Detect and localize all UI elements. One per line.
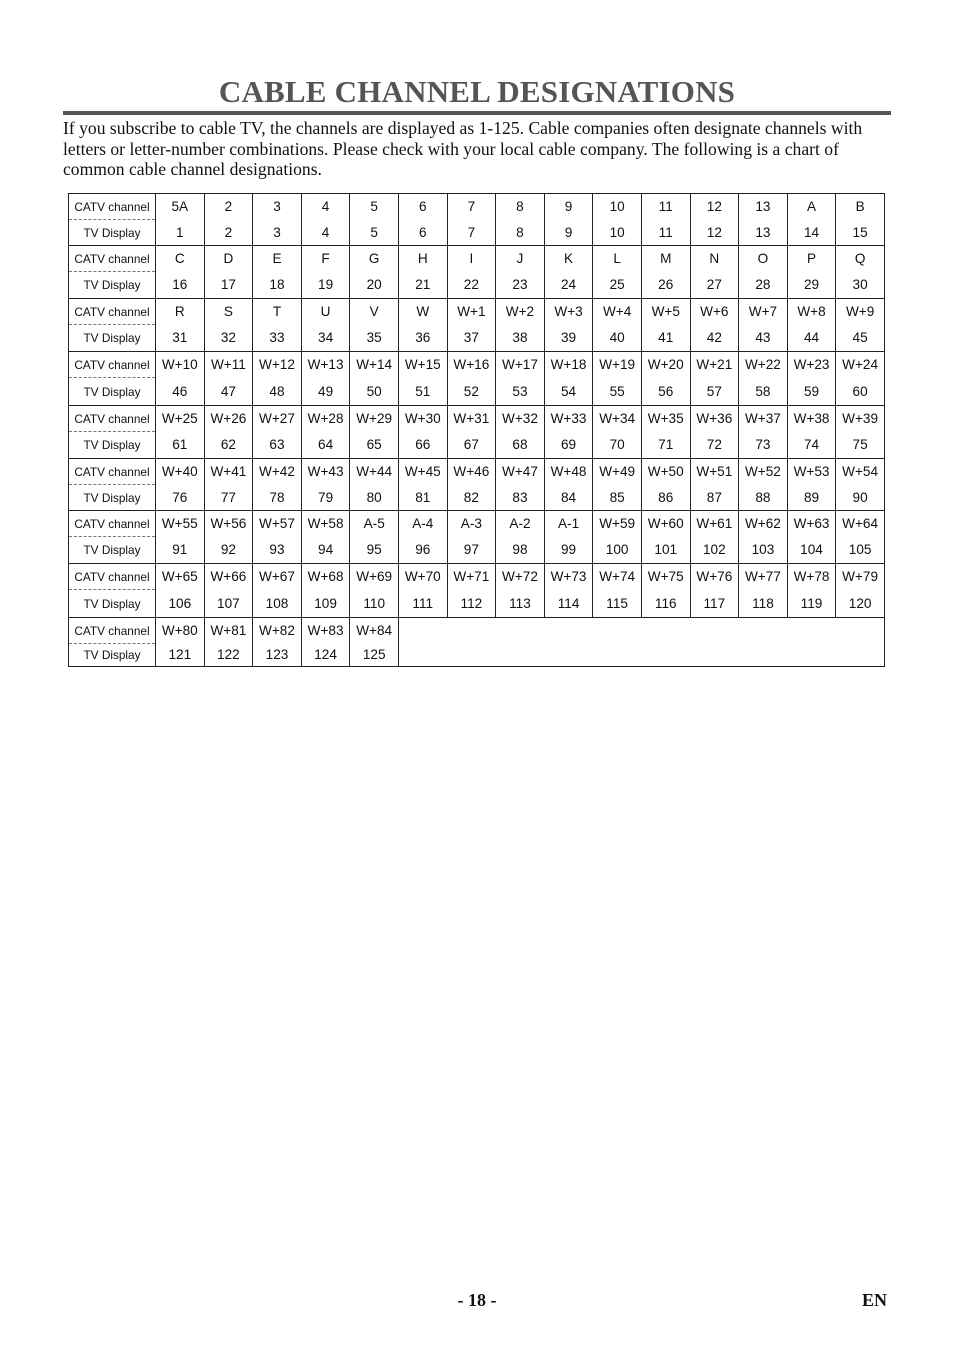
tv-display-cell: 37: [447, 325, 496, 352]
catv-channel-cell: W+16: [447, 352, 496, 378]
tv-display-cell: 50: [350, 378, 399, 406]
catv-channel-cell: W+48: [544, 459, 593, 485]
tv-display-cell: 3: [253, 220, 302, 246]
catv-channel-cell: P: [787, 246, 836, 272]
tv-display-cell: 20: [350, 272, 399, 299]
tv-display-cell: 59: [787, 378, 836, 406]
catv-channel-cell: W+59: [593, 511, 642, 537]
tv-display-cell: 57: [690, 378, 739, 406]
catv-channel-cell: W+19: [593, 352, 642, 378]
catv-channel-cell: W+33: [544, 406, 593, 432]
catv-channel-cell: W+53: [787, 459, 836, 485]
catv-channel-cell: W+10: [156, 352, 205, 378]
cable-channel-table: [68, 193, 885, 667]
tv-display-cell: 22: [447, 272, 496, 299]
catv-channel-cell: W+7: [739, 299, 788, 325]
tv-display-cell: 15: [836, 220, 885, 246]
tv-display-cell: 4: [301, 220, 350, 246]
catv-channel-cell: A: [787, 194, 836, 220]
catv-channel-cell: J: [496, 246, 545, 272]
tv-display-cell: 38: [496, 325, 545, 352]
tv-display-cell: 23: [496, 272, 545, 299]
catv-channel-cell: W+43: [301, 459, 350, 485]
tv-display-cell: 9: [544, 220, 593, 246]
catv-channel-row: [69, 618, 885, 644]
page-number: - 18 -: [457, 1290, 497, 1310]
tv-display-cell: 108: [253, 590, 302, 618]
catv-channel-cell: W+21: [690, 352, 739, 378]
tv-display-cell: 48: [253, 378, 302, 406]
tv-display-row: [69, 537, 885, 564]
tv-display-cell: 41: [641, 325, 690, 352]
catv-channel-cell: 10: [593, 194, 642, 220]
tv-display-row: [69, 590, 885, 618]
tv-display-cell: 2: [204, 220, 253, 246]
tv-display-cell: 29: [787, 272, 836, 299]
tv-display-cell: 30: [836, 272, 885, 299]
tv-display-cell: 66: [398, 432, 447, 459]
tv-display-cell: 84: [544, 485, 593, 511]
tv-display-cell: 25: [593, 272, 642, 299]
catv-channel-cell: W+18: [544, 352, 593, 378]
catv-channel-cell: W+57: [253, 511, 302, 537]
tv-display-cell: 11: [641, 220, 690, 246]
catv-channel-cell: C: [156, 246, 205, 272]
catv-channel-cell: W+79: [836, 564, 885, 590]
catv-channel-cell: Q: [836, 246, 885, 272]
catv-channel-cell: W+8: [787, 299, 836, 325]
tv-display-cell: 97: [447, 537, 496, 564]
tv-display-cell: 83: [496, 485, 545, 511]
catv-channel-cell: O: [739, 246, 788, 272]
tv-display-cell: 8: [496, 220, 545, 246]
catv-channel-cell: W+84: [350, 618, 399, 644]
tv-display-cell: 43: [739, 325, 788, 352]
catv-channel-cell: A-3: [447, 511, 496, 537]
catv-channel-cell: F: [301, 246, 350, 272]
catv-channel-cell: W+37: [739, 406, 788, 432]
tv-display-label: TV Display: [69, 220, 156, 246]
tv-display-cell: 114: [544, 590, 593, 618]
catv-channel-cell: W+56: [204, 511, 253, 537]
tv-display-cell: 16: [156, 272, 205, 299]
catv-channel-cell: W+58: [301, 511, 350, 537]
catv-channel-cell: W+34: [593, 406, 642, 432]
tv-display-cell: 71: [641, 432, 690, 459]
catv-channel-cell: W+38: [787, 406, 836, 432]
catv-channel-cell: W+24: [836, 352, 885, 378]
catv-channel-label: CATV channel: [69, 511, 156, 537]
catv-channel-cell: W+66: [204, 564, 253, 590]
tv-display-cell: 19: [301, 272, 350, 299]
catv-channel-cell: W+55: [156, 511, 205, 537]
tv-display-cell: 122: [204, 644, 253, 667]
catv-channel-cell: W+41: [204, 459, 253, 485]
tv-display-label: TV Display: [69, 485, 156, 511]
catv-channel-row: [69, 299, 885, 325]
tv-display-cell: 98: [496, 537, 545, 564]
catv-channel-row: [69, 194, 885, 220]
catv-channel-cell: W+17: [496, 352, 545, 378]
tv-display-cell: 62: [204, 432, 253, 459]
catv-channel-cell: 3: [253, 194, 302, 220]
catv-channel-cell: W+78: [787, 564, 836, 590]
catv-channel-cell: B: [836, 194, 885, 220]
catv-channel-row: [69, 459, 885, 485]
tv-display-cell: 74: [787, 432, 836, 459]
catv-channel-cell: R: [156, 299, 205, 325]
catv-channel-cell: W+49: [593, 459, 642, 485]
catv-channel-cell: W+28: [301, 406, 350, 432]
tv-display-cell: 21: [398, 272, 447, 299]
catv-channel-cell: 5: [350, 194, 399, 220]
tv-display-cell: 95: [350, 537, 399, 564]
catv-channel-cell: W+63: [787, 511, 836, 537]
catv-channel-cell: W+1: [447, 299, 496, 325]
catv-channel-cell: 6: [398, 194, 447, 220]
tv-display-cell: 120: [836, 590, 885, 618]
catv-channel-cell: W+83: [301, 618, 350, 644]
catv-channel-cell: W+51: [690, 459, 739, 485]
tv-display-cell: 68: [496, 432, 545, 459]
catv-channel-cell: 5A: [156, 194, 205, 220]
tv-display-cell: 58: [739, 378, 788, 406]
catv-channel-cell: L: [593, 246, 642, 272]
tv-display-row: [69, 220, 885, 246]
tv-display-cell: 70: [593, 432, 642, 459]
tv-display-cell: 87: [690, 485, 739, 511]
tv-display-cell: 6: [398, 220, 447, 246]
tv-display-cell: 33: [253, 325, 302, 352]
catv-channel-cell: W+68: [301, 564, 350, 590]
tv-display-cell: 109: [301, 590, 350, 618]
tv-display-cell: 65: [350, 432, 399, 459]
tv-display-cell: 5: [350, 220, 399, 246]
title-underline: [63, 111, 891, 115]
tv-display-label: TV Display: [69, 325, 156, 352]
tv-display-cell: 7: [447, 220, 496, 246]
catv-channel-row: [69, 406, 885, 432]
tv-display-cell: 79: [301, 485, 350, 511]
catv-channel-cell: W+45: [398, 459, 447, 485]
tv-display-cell: 103: [739, 537, 788, 564]
tv-display-cell: 76: [156, 485, 205, 511]
tv-display-cell: 1: [156, 220, 205, 246]
catv-channel-cell: W+82: [253, 618, 302, 644]
tv-display-row: [69, 272, 885, 299]
tv-display-label: TV Display: [69, 378, 156, 406]
catv-channel-cell: W+60: [641, 511, 690, 537]
tv-display-cell: 86: [641, 485, 690, 511]
tv-display-cell: 100: [593, 537, 642, 564]
tv-display-cell: 92: [204, 537, 253, 564]
catv-channel-cell: W+72: [496, 564, 545, 590]
tv-display-cell: 26: [641, 272, 690, 299]
catv-channel-cell: W+65: [156, 564, 205, 590]
catv-channel-cell: G: [350, 246, 399, 272]
catv-channel-cell: A-5: [350, 511, 399, 537]
tv-display-label: TV Display: [69, 272, 156, 299]
tv-display-cell: 12: [690, 220, 739, 246]
tv-display-cell: 96: [398, 537, 447, 564]
tv-display-cell: 99: [544, 537, 593, 564]
catv-channel-label: CATV channel: [69, 406, 156, 432]
tv-display-cell: 94: [301, 537, 350, 564]
catv-channel-cell: W+50: [641, 459, 690, 485]
intro-paragraph: If you subscribe to cable TV, the channels are displayed as 1-125. Cable companies often designate channels with letters or letter-number combinations. Please check with your local cable company. The following is a chart of common cable channel designations.: [63, 118, 863, 179]
tv-display-cell: 55: [593, 378, 642, 406]
tv-display-cell: 27: [690, 272, 739, 299]
catv-channel-cell: W+73: [544, 564, 593, 590]
tv-display-cell: 56: [641, 378, 690, 406]
tv-display-cell: 45: [836, 325, 885, 352]
tv-display-cell: 63: [253, 432, 302, 459]
catv-channel-cell: W+80: [156, 618, 205, 644]
tv-display-cell: 115: [593, 590, 642, 618]
tv-display-cell: 13: [739, 220, 788, 246]
tv-display-cell: 93: [253, 537, 302, 564]
tv-display-cell: 31: [156, 325, 205, 352]
tv-display-cell: 10: [593, 220, 642, 246]
tv-display-row: [69, 432, 885, 459]
tv-display-cell: 49: [301, 378, 350, 406]
catv-channel-cell: S: [204, 299, 253, 325]
catv-channel-cell: W+46: [447, 459, 496, 485]
tv-display-cell: 112: [447, 590, 496, 618]
catv-channel-cell: W+4: [593, 299, 642, 325]
tv-display-label: TV Display: [69, 590, 156, 618]
catv-channel-cell: N: [690, 246, 739, 272]
catv-channel-cell: W: [398, 299, 447, 325]
catv-channel-cell: A-2: [496, 511, 545, 537]
catv-channel-cell: W+61: [690, 511, 739, 537]
tv-display-cell: 39: [544, 325, 593, 352]
catv-channel-cell: W+36: [690, 406, 739, 432]
catv-channel-cell: W+2: [496, 299, 545, 325]
tv-display-cell: 88: [739, 485, 788, 511]
tv-display-cell: 113: [496, 590, 545, 618]
tv-display-cell: 102: [690, 537, 739, 564]
catv-channel-cell: W+76: [690, 564, 739, 590]
catv-channel-label: CATV channel: [69, 299, 156, 325]
tv-display-cell: 14: [787, 220, 836, 246]
catv-channel-cell: W+26: [204, 406, 253, 432]
tv-display-cell: 60: [836, 378, 885, 406]
tv-display-row: [69, 378, 885, 406]
tv-display-cell: 42: [690, 325, 739, 352]
catv-channel-cell: W+62: [739, 511, 788, 537]
tv-display-row: [69, 325, 885, 352]
tv-display-cell: 28: [739, 272, 788, 299]
tv-display-cell: 72: [690, 432, 739, 459]
catv-channel-cell: W+77: [739, 564, 788, 590]
catv-channel-cell: W+3: [544, 299, 593, 325]
tv-display-cell: 111: [398, 590, 447, 618]
language-code: EN: [862, 1290, 888, 1310]
catv-channel-cell: W+42: [253, 459, 302, 485]
catv-channel-label: CATV channel: [69, 194, 156, 220]
tv-display-cell: 24: [544, 272, 593, 299]
catv-channel-cell: 2: [204, 194, 253, 220]
catv-channel-cell: W+6: [690, 299, 739, 325]
tv-display-cell: 36: [398, 325, 447, 352]
catv-channel-cell: W+29: [350, 406, 399, 432]
tv-display-cell: 91: [156, 537, 205, 564]
catv-channel-cell: W+23: [787, 352, 836, 378]
tv-display-cell: 67: [447, 432, 496, 459]
tv-display-cell: 90: [836, 485, 885, 511]
tv-display-cell: 82: [447, 485, 496, 511]
catv-channel-cell: W+32: [496, 406, 545, 432]
tv-display-cell: 44: [787, 325, 836, 352]
catv-channel-cell: W+25: [156, 406, 205, 432]
catv-channel-cell: 11: [641, 194, 690, 220]
tv-display-label: TV Display: [69, 537, 156, 564]
tv-display-cell: 107: [204, 590, 253, 618]
tv-display-cell: 47: [204, 378, 253, 406]
catv-channel-cell: W+71: [447, 564, 496, 590]
catv-channel-cell: W+39: [836, 406, 885, 432]
page-title: CABLE CHANNEL DESIGNATIONS: [218, 74, 736, 109]
tv-display-cell: 64: [301, 432, 350, 459]
tv-display-label: TV Display: [69, 432, 156, 459]
catv-channel-label: CATV channel: [69, 564, 156, 590]
tv-display-cell: 101: [641, 537, 690, 564]
tv-display-cell: 105: [836, 537, 885, 564]
tv-display-cell: 116: [641, 590, 690, 618]
tv-display-cell: 123: [253, 644, 302, 667]
catv-channel-cell: H: [398, 246, 447, 272]
catv-channel-cell: 4: [301, 194, 350, 220]
empty-cell: [398, 618, 884, 667]
catv-channel-cell: W+64: [836, 511, 885, 537]
tv-display-cell: 110: [350, 590, 399, 618]
catv-channel-cell: W+52: [739, 459, 788, 485]
tv-display-cell: 85: [593, 485, 642, 511]
catv-channel-cell: 13: [739, 194, 788, 220]
catv-channel-cell: W+47: [496, 459, 545, 485]
tv-display-cell: 117: [690, 590, 739, 618]
catv-channel-cell: W+54: [836, 459, 885, 485]
tv-display-cell: 118: [739, 590, 788, 618]
tv-display-label: TV Display: [69, 644, 156, 667]
catv-channel-cell: W+69: [350, 564, 399, 590]
catv-channel-row: [69, 511, 885, 537]
catv-channel-label: CATV channel: [69, 618, 156, 644]
catv-channel-cell: W+9: [836, 299, 885, 325]
tv-display-cell: 75: [836, 432, 885, 459]
tv-display-cell: 61: [156, 432, 205, 459]
tv-display-cell: 125: [350, 644, 399, 667]
tv-display-cell: 80: [350, 485, 399, 511]
catv-channel-cell: W+75: [641, 564, 690, 590]
catv-channel-cell: W+81: [204, 618, 253, 644]
tv-display-cell: 89: [787, 485, 836, 511]
tv-display-cell: 124: [301, 644, 350, 667]
catv-channel-cell: W+31: [447, 406, 496, 432]
catv-channel-cell: 7: [447, 194, 496, 220]
tv-display-cell: 121: [156, 644, 205, 667]
catv-channel-cell: W+30: [398, 406, 447, 432]
catv-channel-cell: E: [253, 246, 302, 272]
tv-display-cell: 81: [398, 485, 447, 511]
catv-channel-cell: W+44: [350, 459, 399, 485]
tv-display-cell: 51: [398, 378, 447, 406]
catv-channel-cell: W+74: [593, 564, 642, 590]
tv-display-cell: 40: [593, 325, 642, 352]
catv-channel-cell: U: [301, 299, 350, 325]
catv-channel-cell: V: [350, 299, 399, 325]
catv-channel-cell: W+12: [253, 352, 302, 378]
catv-channel-cell: W+15: [398, 352, 447, 378]
catv-channel-label: CATV channel: [69, 459, 156, 485]
tv-display-cell: 18: [253, 272, 302, 299]
tv-display-cell: 119: [787, 590, 836, 618]
catv-channel-cell: W+40: [156, 459, 205, 485]
catv-channel-cell: A-1: [544, 511, 593, 537]
tv-display-cell: 35: [350, 325, 399, 352]
catv-channel-cell: K: [544, 246, 593, 272]
catv-channel-cell: A-4: [398, 511, 447, 537]
tv-display-cell: 54: [544, 378, 593, 406]
catv-channel-cell: W+35: [641, 406, 690, 432]
catv-channel-cell: W+70: [398, 564, 447, 590]
catv-channel-cell: W+5: [641, 299, 690, 325]
catv-channel-cell: W+27: [253, 406, 302, 432]
catv-channel-row: [69, 352, 885, 378]
catv-channel-cell: M: [641, 246, 690, 272]
tv-display-cell: 77: [204, 485, 253, 511]
catv-channel-row: [69, 564, 885, 590]
tv-display-row: [69, 485, 885, 511]
tv-display-cell: 104: [787, 537, 836, 564]
catv-channel-cell: D: [204, 246, 253, 272]
tv-display-cell: 34: [301, 325, 350, 352]
catv-channel-cell: W+11: [204, 352, 253, 378]
catv-channel-cell: W+22: [739, 352, 788, 378]
tv-display-cell: 78: [253, 485, 302, 511]
catv-channel-cell: 9: [544, 194, 593, 220]
tv-display-cell: 106: [156, 590, 205, 618]
catv-channel-label: CATV channel: [69, 246, 156, 272]
catv-channel-row: [69, 246, 885, 272]
catv-channel-cell: 12: [690, 194, 739, 220]
tv-display-cell: 52: [447, 378, 496, 406]
tv-display-cell: 73: [739, 432, 788, 459]
tv-display-cell: 32: [204, 325, 253, 352]
catv-channel-cell: W+13: [301, 352, 350, 378]
catv-channel-cell: I: [447, 246, 496, 272]
tv-display-cell: 17: [204, 272, 253, 299]
tv-display-cell: 46: [156, 378, 205, 406]
catv-channel-cell: W+20: [641, 352, 690, 378]
catv-channel-cell: W+67: [253, 564, 302, 590]
catv-channel-label: CATV channel: [69, 352, 156, 378]
catv-channel-cell: W+14: [350, 352, 399, 378]
tv-display-cell: 69: [544, 432, 593, 459]
catv-channel-cell: T: [253, 299, 302, 325]
catv-channel-cell: 8: [496, 194, 545, 220]
tv-display-cell: 53: [496, 378, 545, 406]
